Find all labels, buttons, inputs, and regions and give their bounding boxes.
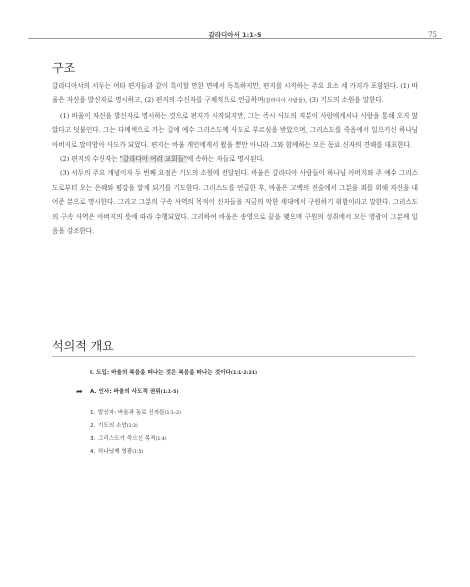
structure-body xyxy=(52,79,418,238)
outline-item-number: 2. xyxy=(90,423,96,429)
paragraph-3 xyxy=(52,152,418,166)
page-number: 75 xyxy=(428,31,437,39)
outline-item-text: 발신자: 바울과 동료 신자들 xyxy=(98,410,165,416)
paragraph-4: (3) 서두의 주요 개념이자 두 번째 요점은 기도의 소원에 전달된다. 바울은 갈라디아 사람들이 하나님 아버지와 주 예수 그리스도로부터 오는 은혜와 평강을 알게 되기를 기도한다. 그리스도를 언급한 후, 바울은 고백의 진술에서 그분을 죄를 위해 자신을 내어준 분으로 명시한다. 그리고 그분의 구속 사역의 목적이 신자들을 지금의 악한 세대에서 구원하기 위함이라고 말한다. 그리스도의 구속 사역은 아버지의 뜻에 따라 수행되었다. 그리하여 바울은 송영으로 끝을 맺으며 구원의 성취에서 모든 영광이 그분께 있음을 강조한다. xyxy=(52,169,418,236)
outline-item-number: 1. xyxy=(90,410,96,416)
header-rule xyxy=(28,38,442,39)
running-title: 갈라디아서 1:1–5 xyxy=(208,31,262,39)
paragraph-3-start: (2) 편지의 수신자는 xyxy=(60,155,120,164)
outline-arrow-icon: ➦ xyxy=(76,387,83,396)
outline-item-text: 그리스도가 죽으신 목적 xyxy=(98,436,156,442)
outline-item-number: 3. xyxy=(90,436,96,442)
outline-level-2-ref: (1:1–5) xyxy=(160,390,179,395)
outline-item-text: 하나님께 영광 xyxy=(98,449,133,455)
outline-item-ref: (1:1–2) xyxy=(164,411,181,416)
paragraph-1 xyxy=(52,79,418,109)
outline-level-1 xyxy=(90,369,257,378)
section-title-structure: 구조 xyxy=(52,61,76,75)
outline-item-number: 4. xyxy=(90,449,96,455)
outline-item-ref: (1:3) xyxy=(126,424,138,429)
paragraph-2: (1) 바울이 자신을 발신자로 명시하는 것으로 편지가 시작되지만, 그는 즉시 사도의 직분이 사람에게서나 사람을 통해 오지 않았다고 덧붙인다. 그는 다메섹으로 가는 길에 예수 그리스도께 사도로 부르심을 받았으며, 그리스도를 죽음에서 일으키신 하나님 아버지로 말미암아 사도가 되었다. 편지는 바울 개인에게서 왔을 뿐만 아니라 그와 함께하는 모든 동료 신자의 견해를 대표한다. xyxy=(52,111,418,149)
paragraph-1-main: 갈라디아서의 서두는 여타 편지들과 같이 특이할 만한 면에서 독특하지만, 편지를 시작하는 주요 요소 세 가지가 포함된다. (1) 바울은 자신을 발신자로 명시하고, (2) 편지의 수신자를 구체적으로 언급하며 xyxy=(52,82,418,105)
outline-item-ref: (1:4) xyxy=(155,437,167,442)
outline-level-1-text: I. 도입: 바울의 복음을 떠나는 것은 복음을 떠나는 것이다 xyxy=(90,370,231,376)
paragraph-3-highlight: "갈라디아 여러 교회들" xyxy=(119,155,187,164)
outline-item-text: 기도의 소망 xyxy=(98,423,127,429)
paragraph-1-note: (갈라디아 사람들) xyxy=(263,98,306,105)
outline-level-1-ref: (1:1–2:21) xyxy=(230,371,258,376)
outline-level-2-text: A. 인사: 바울의 사도적 권위 xyxy=(90,389,161,395)
outline-item-ref: (1:5) xyxy=(132,450,144,455)
section-rule xyxy=(52,356,415,357)
paragraph-1-end: , (3) 기도의 소원을 말한다. xyxy=(305,96,384,105)
section-title-outline: 석의적 개요 xyxy=(52,339,114,353)
paragraph-3-end: 에 속하는 자들로 명시된다. xyxy=(186,155,265,164)
